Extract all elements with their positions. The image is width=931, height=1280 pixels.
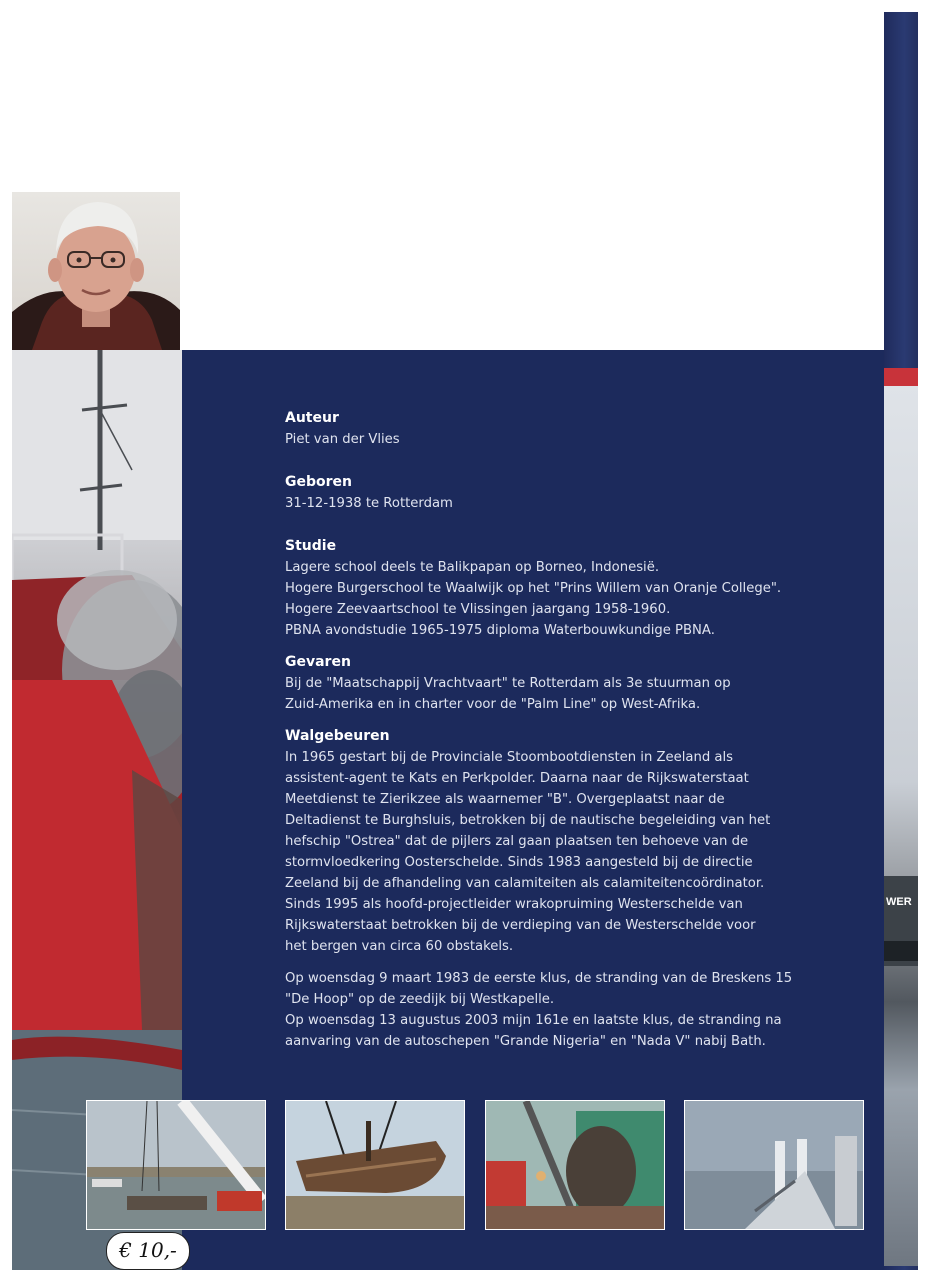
author-portrait	[12, 192, 180, 350]
walgebeuren-line: Op woensdag 13 augustus 2003 mijn 161e en laatste klus, de stranding na	[285, 1013, 782, 1028]
thumbnail-foggy-vessel	[684, 1100, 864, 1230]
section-geboren	[285, 472, 845, 514]
geboren-line: 31-12-1938 te Rotterdam	[285, 496, 453, 511]
heading-studie: Studie	[285, 538, 337, 554]
thumbnail-crane-salvage	[86, 1100, 266, 1230]
price-sticker: € 10,-	[106, 1232, 190, 1270]
author-bio	[285, 408, 845, 1063]
thumbnail-deck-work	[485, 1100, 665, 1230]
heading-geboren: Geboren	[285, 474, 352, 490]
spine-ship-label: WER	[886, 896, 912, 908]
walgebeuren-line: aanvaring van de autoschepen "Grande Nigeria" en "Nada V" nabij Bath.	[285, 1034, 766, 1049]
section-studie	[285, 536, 845, 641]
studie-line: PBNA avondstudie 1965-1975 diploma Waterbouwkundige PBNA.	[285, 623, 715, 638]
section-auteur	[285, 408, 845, 450]
heading-gevaren: Gevaren	[285, 654, 351, 670]
spine-photo-strip	[884, 386, 918, 1266]
walgebeuren-line: "De Hoop" op de zeedijk bij Westkapelle.	[285, 992, 555, 1007]
studie-line: Hogere Zeevaartschool te Vlissingen jaargang 1958-1960.	[285, 602, 671, 617]
walgebeuren-line: stormvloedkering Oosterschelde. Sinds 1983 aangesteld bij de directie	[285, 855, 753, 870]
walgebeuren-line: Sinds 1995 als hoofd-projectleider wrakopruiming Westerschelde van	[285, 897, 743, 912]
walgebeuren-line: hefschip "Ostrea" dat de pijlers zal gaan plaatsen ten behoeve van de	[285, 834, 749, 849]
section-gevaren	[285, 652, 845, 715]
gevaren-line: Zuid-Amerika en in charter voor de "Palm Line" op West-Afrika.	[285, 697, 701, 712]
spine-red-band	[884, 368, 918, 386]
auteur-name: Piet van der Vlies	[285, 432, 400, 447]
walgebeuren-line: Rijkswaterstaat betrokken bij de verdieping van de Westerschelde voor	[285, 918, 756, 933]
heading-walgebeuren: Walgebeuren	[285, 728, 390, 744]
walgebeuren-line: assistent-agent te Kats en Perkpolder. Daarna naar de Rijkswaterstaat	[285, 771, 749, 786]
walgebeuren-line: Zeeland bij de afhandeling van calamiteiten als calamiteitencoördinator.	[285, 876, 765, 891]
walgebeuren-line: In 1965 gestart bij de Provinciale Stoombootdiensten in Zeeland als	[285, 750, 734, 765]
walgebeuren-line: Op woensdag 9 maart 1983 de eerste klus, de stranding van de Breskens 15	[285, 971, 793, 986]
walgebeuren-line: Deltadienst te Burghsluis, betrokken bij de nautische begeleiding van het	[285, 813, 771, 828]
walgebeuren-line: het bergen van circa 60 obstakels.	[285, 939, 514, 954]
studie-line: Lagere school deels te Balikpapan op Borneo, Indonesië.	[285, 560, 660, 575]
gevaren-line: Bij de "Maatschappij Vrachtvaart" te Rotterdam als 3e stuurman op	[285, 676, 731, 691]
studie-line: Hogere Burgerschool te Waalwijk op het "Prins Willem van Oranje College".	[285, 581, 782, 596]
thumbnail-wreck-lifted	[285, 1100, 465, 1230]
heading-auteur: Auteur	[285, 410, 339, 426]
section-walgebeuren	[285, 726, 845, 1052]
walgebeuren-line: Meetdienst te Zierikzee als waarnemer "B". Overgeplaatst naar de	[285, 792, 725, 807]
